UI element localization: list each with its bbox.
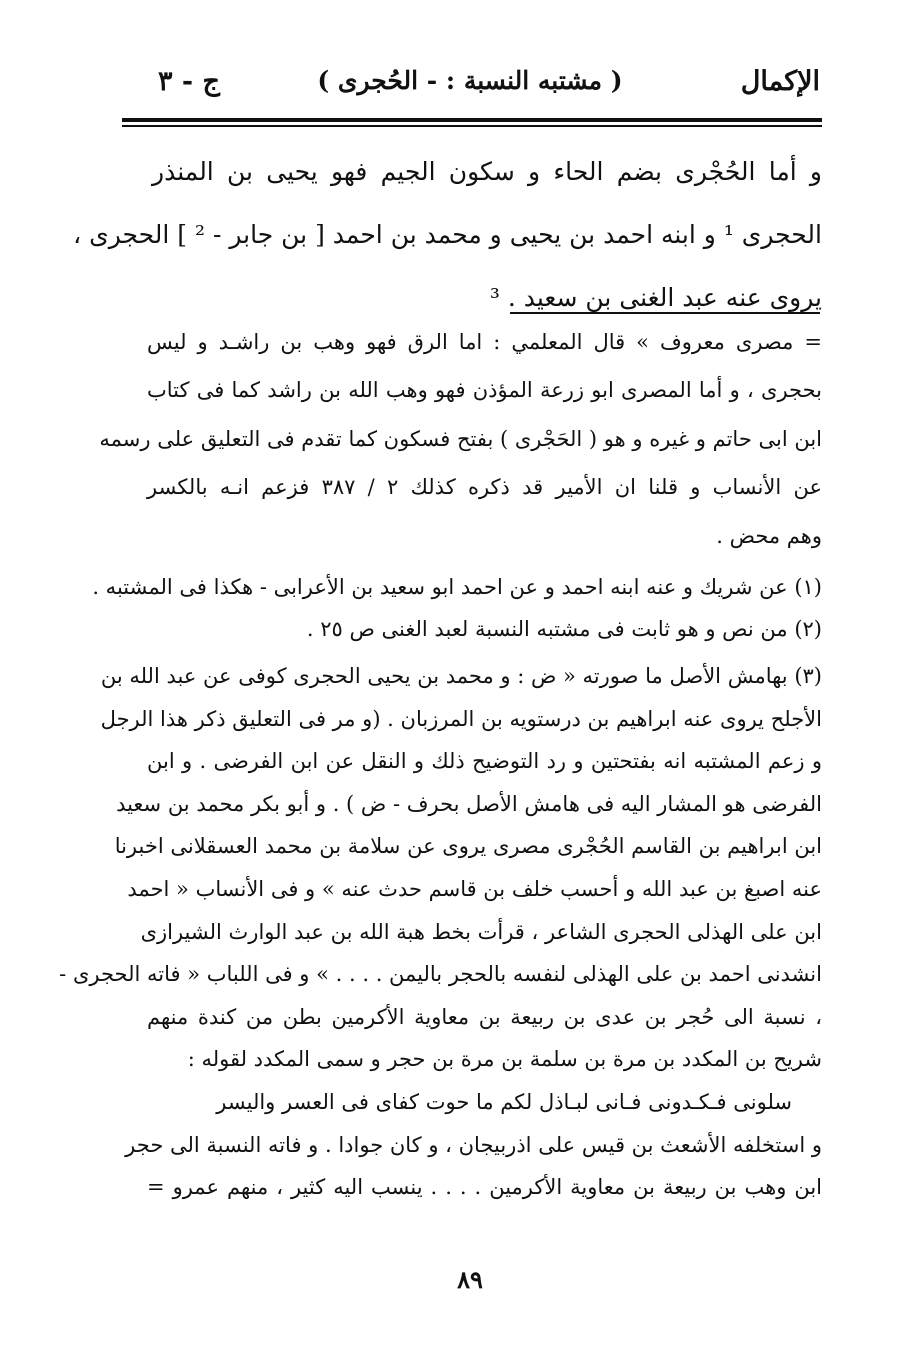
note-line: ابن ابى حاتم و غيره و هو ( الحَجْرى ) بفتح فسكون كما تقدم فى التعليق على رسمه	[99, 426, 822, 451]
footnote-line: ابن ابراهيم بن القاسم الحُجْرى مصرى يروى عن سلامة بن محمد العسقلانى اخبرنا	[114, 834, 822, 859]
volume-number: ج - ٣	[158, 66, 220, 97]
main-line: و أما الحُجْرى بضم الحاء و سكون الجيم فهو يحيى بن المنذر	[152, 157, 822, 186]
footnote-2: (٢) من نص و هو ثابت فى مشتبه النسبة لعبد الغنى ص ٢٥ .	[306, 617, 822, 641]
verse-line: سلونى فـكـدونى فـانى لبـاذل لكم ما حوت كفاى فى العسر واليسر	[216, 1089, 792, 1114]
footnotes-1-2	[92, 566, 822, 650]
footnote-line: و زعم المشتبه انه بفتحتين و رد التوضيح ذلك و النقل عن ابن الفرضى . و ابن	[147, 749, 822, 774]
main-entry	[73, 140, 822, 329]
note-line: بحجرى ، و أما المصرى ابو زرعة المؤذن فهو وهب الله بن راشد كما فى كتاب	[147, 378, 822, 403]
main-line: الحجرى ¹ و ابنه احمد بن يحيى و محمد بن احمد [ بن جابر - ² ] الحجرى ،	[73, 220, 822, 249]
header-rule-thick	[122, 118, 822, 122]
main-line: يروى عنه عبد الغنى بن سعيد . ³	[489, 283, 822, 312]
footnote-line: و استخلفه الأشعث بن قيس على اذربيجان ، و كان جوادا . و فاته النسبة الى حجر	[125, 1132, 822, 1157]
footnote-line: ، نسبة الى حُجر بن عدى بن ربيعة بن معاوية الأكرمين بطن من كندة منهم	[147, 1004, 822, 1029]
footnote-line: شريح بن المكدد بن مرة بن سلمة بن مرة بن حجر و سمى المكدد لقوله :	[187, 1047, 822, 1072]
footnote-line: (٣) بهامش الأصل ما صورته « ض : و محمد بن يحيى الحجرى كوفى عن عبد الله بن	[100, 664, 822, 688]
footnote-separator	[510, 312, 820, 314]
footnote-line: انشدنى احمد بن على الهذلى لنفسه بالحجر باليمن . . . . » و فى اللباب « فاته الحجرى -	[59, 962, 822, 987]
footnote-line: الأجلح يروى عنه ابراهيم بن درستويه بن المرزبان . (و مر فى التعليق ذكر هذا الرجل	[100, 706, 822, 731]
note-line: عن الأنساب و قلنا ان الأمير قد ذكره كذلك ٢ / ٣٨٧ فزعم انـه بالكسر	[147, 475, 822, 500]
note-line: = مصرى معروف » قال المعلمي : اما الرق فهو وهب بن راشـد و ليس	[147, 330, 822, 354]
footnote-line: الفرضى هو المشار اليه فى هامش الأصل بحرف - ض ) . و أبو بكر محمد بن سعيد	[116, 791, 822, 816]
continued-note	[99, 318, 822, 560]
running-header	[120, 66, 820, 106]
section-title: ( مشتبه النسبة : - الحُجرى )	[317, 66, 623, 95]
footnote-line: ابن وهب بن ربيعة بن معاوية الأكرمين . . . . ينسب اليه كثير ، منهم عمرو =	[147, 1175, 822, 1200]
header-rule-thin	[122, 125, 822, 127]
note-line: وهم محض .	[716, 523, 822, 548]
footnote-line: ابن على الهذلى الحجرى الشاعر ، قرأت بخط هبة الله بن عبد الوارث الشيرازى	[140, 919, 822, 944]
footnote-1: (١) عن شريك و عنه ابنه احمد و عن احمد ابو سعيد بن الأعرابى - هكذا فى المشتبه .	[92, 575, 822, 599]
footnote-line: عنه اصبغ بن عبد الله و أحسب خلف بن قاسم حدث عنه » و فى الأنساب « احمد	[127, 876, 822, 901]
footnote-3	[59, 655, 822, 1209]
page-number: ٨٩	[457, 1265, 483, 1294]
book-title: الإكمال	[740, 66, 820, 97]
